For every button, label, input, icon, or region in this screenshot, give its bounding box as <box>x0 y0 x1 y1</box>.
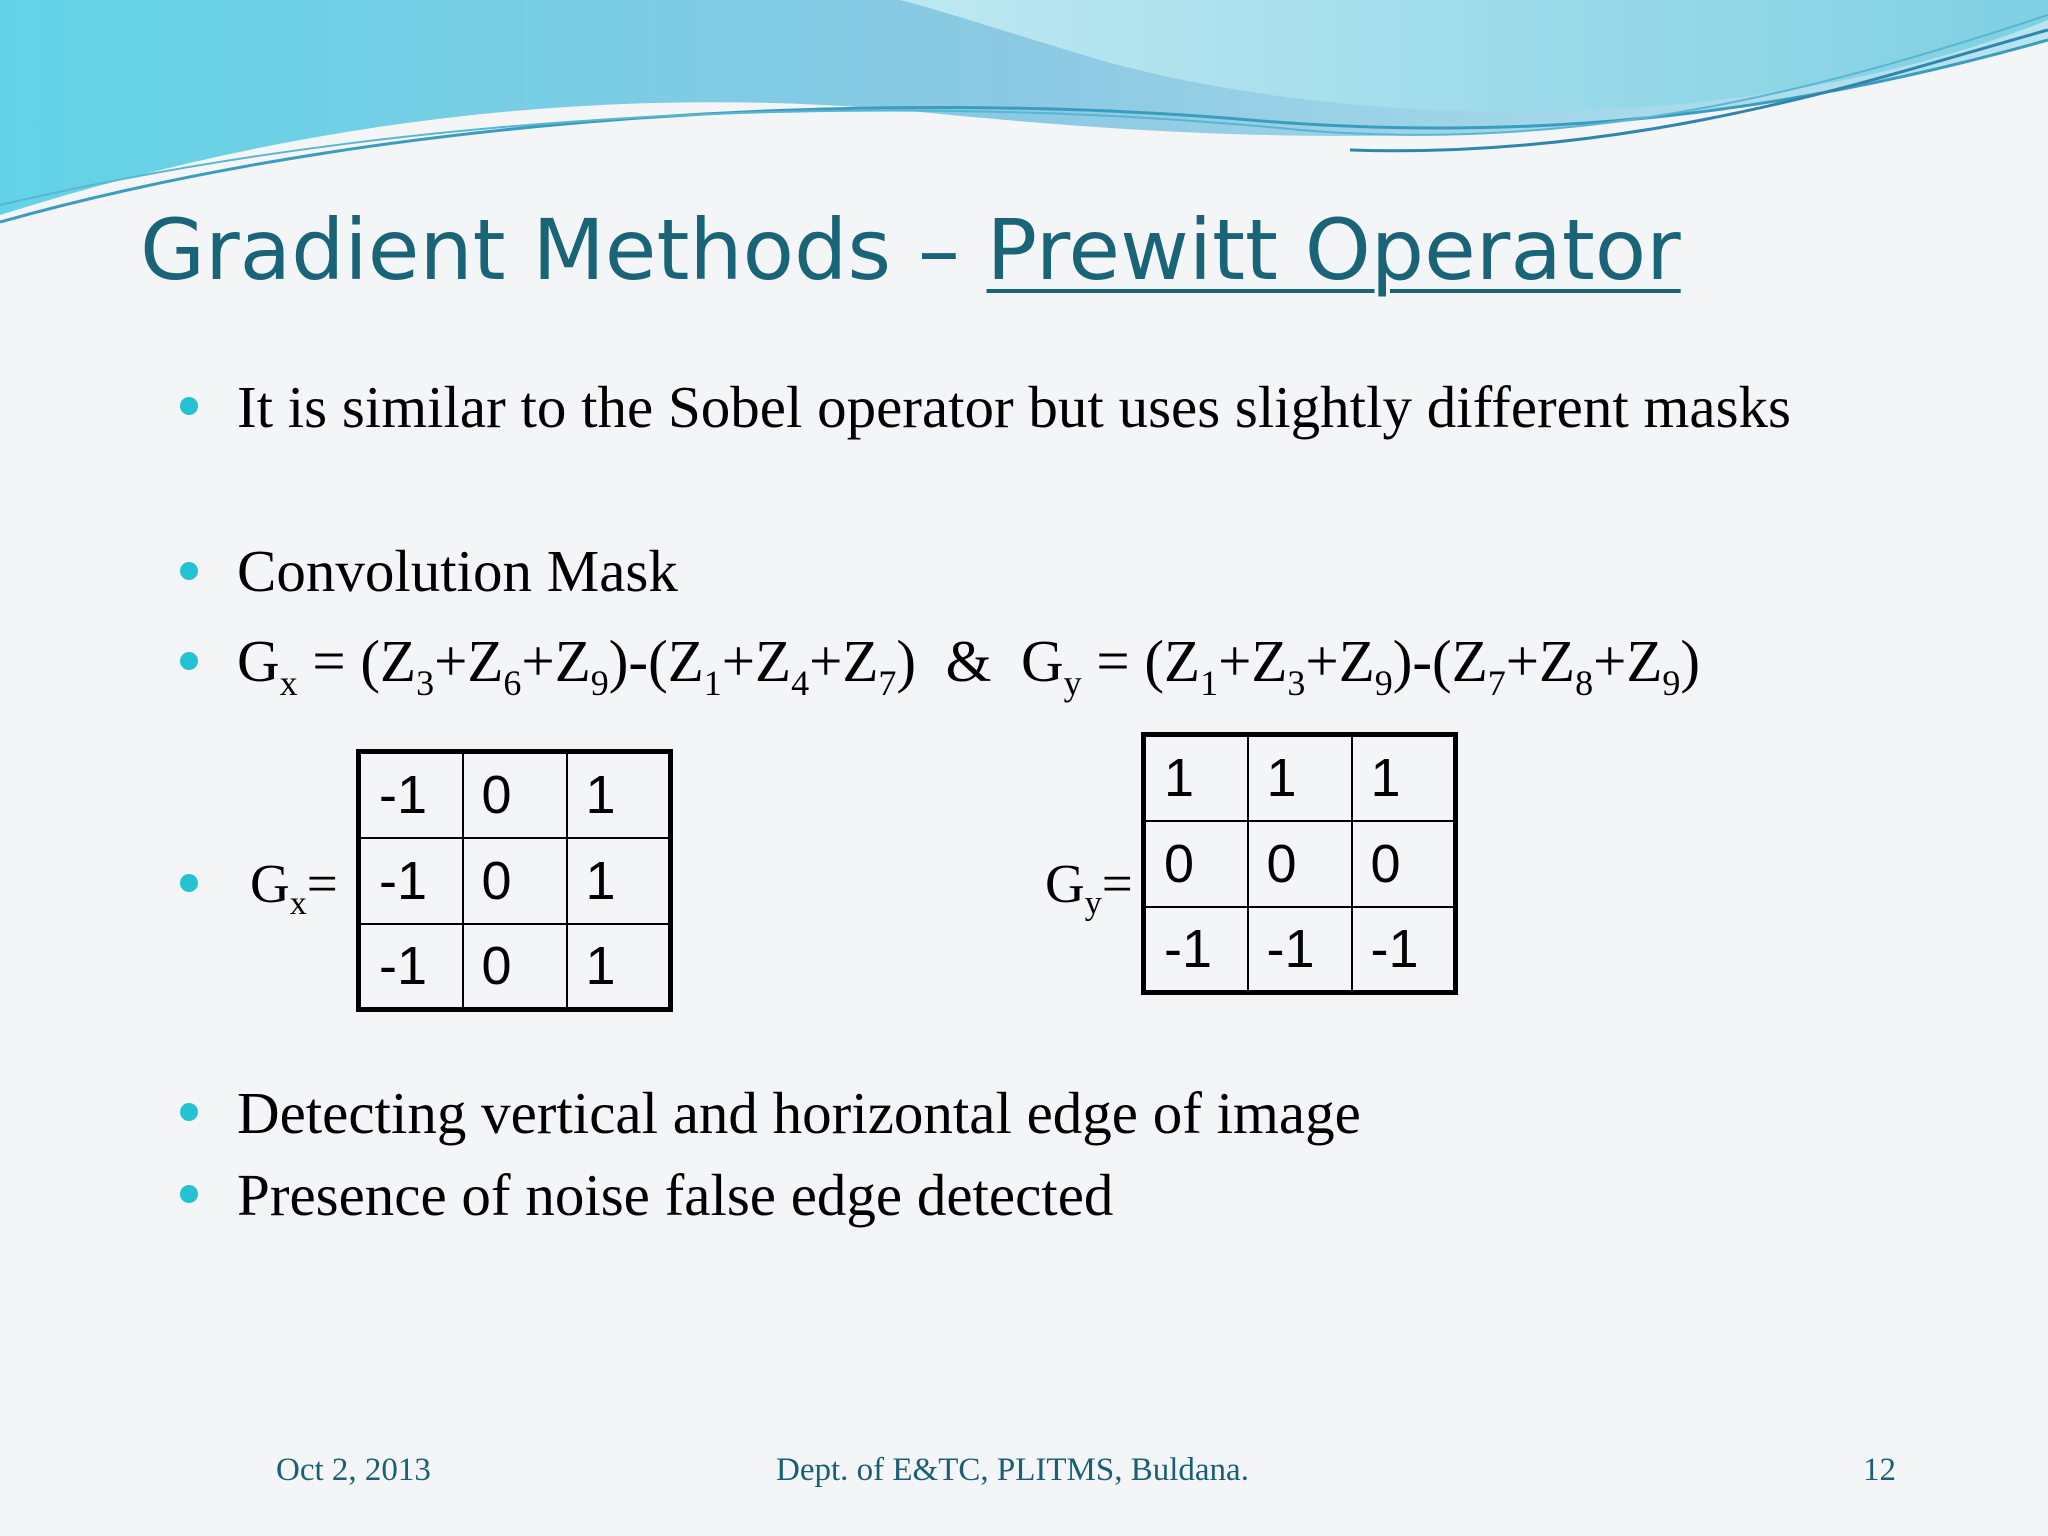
bullet-dot <box>180 562 198 580</box>
gx-mask-label: $G_x=$ <box>250 853 338 922</box>
mask-cell: 1 <box>1144 735 1248 821</box>
table-row <box>1144 735 1456 821</box>
table-row <box>359 752 671 838</box>
mask-cell: -1 <box>359 924 463 1010</box>
mask-cell: -1 <box>1352 907 1456 993</box>
title-link: Prewitt Operator <box>986 201 1681 299</box>
mask-cell: 1 <box>1352 735 1456 821</box>
bullet-dot <box>180 874 198 892</box>
table-row <box>359 924 671 1010</box>
slide-title <box>140 200 1681 301</box>
gx-mask-table <box>356 749 673 1012</box>
bullet-dot <box>180 397 198 415</box>
table-row <box>1144 821 1456 907</box>
mask-cell: 0 <box>463 924 567 1010</box>
footer-department: Dept. of E&TC, PLITMS, Buldana. <box>776 1452 1249 1488</box>
bullet-text: It is similar to the Sobel operator but uses slightly different masks <box>237 374 1791 440</box>
title-prefix: Gradient Methods – <box>140 201 987 299</box>
mask-cell: 0 <box>463 838 567 924</box>
gradient-equation: $G_x = (Z_3+Z_6+Z_9)-(Z_1+Z_4+Z_7)$ & $G_y = (Z_1+Z_3+Z_9)-(Z_7+Z_8+Z_9)$ <box>237 628 1701 703</box>
mask-cell: 0 <box>1144 821 1248 907</box>
bullet-dot <box>180 1185 198 1203</box>
table-row <box>1144 907 1456 993</box>
mask-cell: 1 <box>567 924 671 1010</box>
bullet-dot <box>180 652 198 670</box>
gy-mask-label: $G_y=$ <box>1045 853 1133 922</box>
mask-cell: -1 <box>359 838 463 924</box>
footer-date: Oct 2, 2013 <box>276 1452 431 1488</box>
mask-cell: 0 <box>463 752 567 838</box>
mask-cell: -1 <box>1144 907 1248 993</box>
bullet-text: Presence of noise false edge detected <box>237 1162 1114 1228</box>
mask-cell: 0 <box>1352 821 1456 907</box>
mask-cell: -1 <box>1248 907 1352 993</box>
mask-cell: 1 <box>1248 735 1352 821</box>
mask-cell: -1 <box>359 752 463 838</box>
mask-cell: 0 <box>1248 821 1352 907</box>
mask-cell: 1 <box>567 838 671 924</box>
table-row <box>359 838 671 924</box>
gy-mask-table <box>1141 732 1458 995</box>
bullet-text: Detecting vertical and horizontal edge of image <box>237 1080 1361 1146</box>
bullet-text: Convolution Mask <box>237 538 678 604</box>
slide-number: 12 <box>1863 1452 1896 1488</box>
mask-cell: 1 <box>567 752 671 838</box>
bullet-dot <box>180 1103 198 1121</box>
